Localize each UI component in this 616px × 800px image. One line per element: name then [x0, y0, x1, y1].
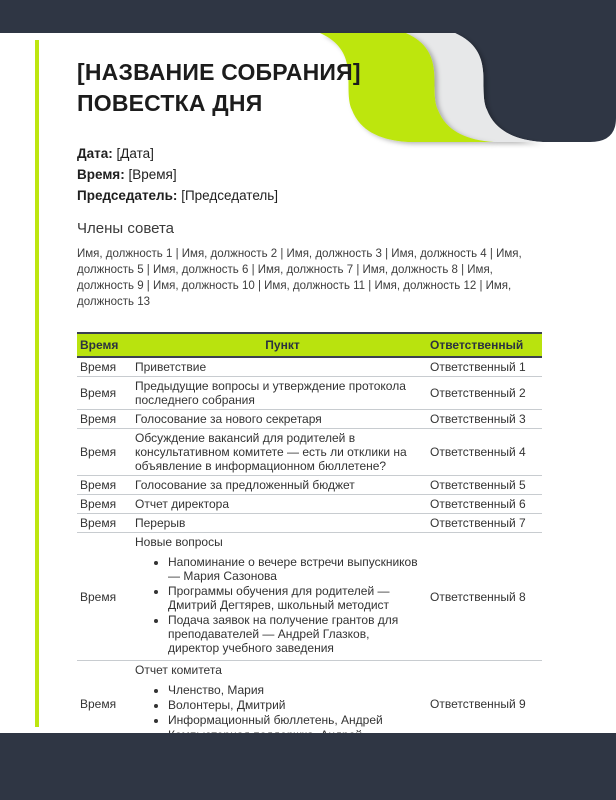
table-row	[77, 533, 542, 661]
cell-item	[135, 431, 430, 473]
board-members-list: Имя, должность 1 | Имя, должность 2 | Имя, должность 3 | Имя, должность 4 | Имя, должность 5 | Имя, должность 6 | Имя, должность 7 | Имя, должность 8 | Имя, должность 9 | Имя, должность 10 | Имя, должность 11 | Имя, должность 12 | Имя, должность 13	[77, 248, 522, 308]
cell-time: Время	[80, 497, 117, 511]
cell-item	[135, 535, 430, 658]
agenda-table	[77, 332, 542, 788]
chair-label: Председатель:	[77, 188, 178, 203]
table-row	[77, 377, 542, 410]
footer-band	[0, 733, 616, 800]
agenda-rows	[77, 358, 542, 788]
page-title	[77, 57, 407, 119]
time-label: Время:	[77, 167, 125, 182]
meta-date-line	[77, 143, 616, 164]
agenda-bullet: • Подача заявок на получение грантов для преподавателей — Андрей Глазков, директор учебного заведения	[168, 613, 418, 655]
cell-time: Время	[80, 360, 117, 374]
header-item: Пункт	[265, 338, 300, 352]
cell-owner: Ответственный 5	[430, 478, 526, 492]
header-time: Время	[80, 338, 119, 352]
cell-item-title: Предыдущие вопросы и утверждение протокола последнего собрания	[135, 379, 406, 407]
cell-item	[135, 478, 430, 492]
cell-owner: Ответственный 6	[430, 497, 526, 511]
chair-placeholder-field[interactable]: [Председатель]	[181, 188, 279, 203]
cell-item-title: Перерыв	[135, 516, 186, 530]
meeting-meta	[77, 143, 616, 206]
cell-item	[135, 379, 430, 407]
meeting-name-placeholder[interactable]: [НАЗВАНИЕ СОБРАНИЯ]	[77, 59, 361, 85]
cell-time: Время	[80, 412, 117, 426]
agenda-bullet: • Программы обучения для родителей — Дмитрий Дегтярев, школьный методист	[168, 584, 418, 612]
cell-time: Время	[80, 516, 117, 530]
table-row	[77, 514, 542, 533]
cell-owner: Ответственный 1	[430, 360, 526, 374]
cell-owner: Ответственный 9	[430, 697, 526, 711]
agenda-header-row	[77, 332, 542, 358]
agenda-bullet: • Волонтеры, Дмитрий	[168, 698, 418, 712]
meta-time-line	[77, 164, 616, 185]
cell-item-title: Отчет комитета	[135, 663, 222, 677]
table-row	[77, 410, 542, 429]
table-row	[77, 429, 542, 476]
cell-owner: Ответственный 3	[430, 412, 526, 426]
cell-item-title: Обсуждение вакансий для родителей в консультативном комитете — есть ли отклики на объявление в информационном бюллетене?	[135, 431, 407, 473]
table-row	[77, 358, 542, 377]
cell-item	[135, 497, 430, 511]
cell-item-title: Приветствие	[135, 360, 207, 374]
table-row	[77, 495, 542, 514]
cell-time: Время	[80, 478, 117, 492]
cell-item	[135, 360, 430, 374]
board-members-heading: Члены совета	[77, 220, 175, 237]
agenda-bullet: • Информационный бюллетень, Андрей	[168, 713, 418, 727]
cell-time: Время	[80, 386, 117, 400]
date-placeholder-field[interactable]: [Дата]	[116, 146, 154, 161]
cell-time: Время	[80, 445, 117, 459]
cell-time: Время	[80, 589, 117, 604]
cell-owner: Ответственный 7	[430, 516, 526, 530]
cell-item-title: Голосование за предложенный бюджет	[135, 478, 355, 492]
cell-owner: Ответственный 8	[430, 589, 526, 604]
cell-item-title: Отчет директора	[135, 497, 230, 511]
cell-time: Время	[80, 697, 117, 711]
date-label: Дата:	[77, 146, 113, 161]
cell-item-bullets	[168, 555, 418, 655]
cell-item	[135, 412, 430, 426]
meta-chair-line	[77, 185, 616, 206]
cell-item-title: Голосование за нового секретаря	[135, 412, 322, 426]
agenda-subtitle: ПОВЕСТКА ДНЯ	[77, 90, 263, 116]
cell-owner: Ответственный 2	[430, 386, 526, 400]
time-placeholder-field[interactable]: [Время]	[128, 167, 177, 182]
cell-item-title: Новые вопросы	[135, 535, 223, 549]
cell-owner: Ответственный 4	[430, 445, 526, 459]
table-row	[77, 476, 542, 495]
agenda-bullet: • Напоминание о вечере встречи выпускников — Мария Сазонова	[168, 555, 418, 583]
cell-item	[135, 516, 430, 530]
agenda-bullet: • Членство, Мария	[168, 683, 418, 697]
header-owner: Ответственный	[430, 338, 524, 352]
